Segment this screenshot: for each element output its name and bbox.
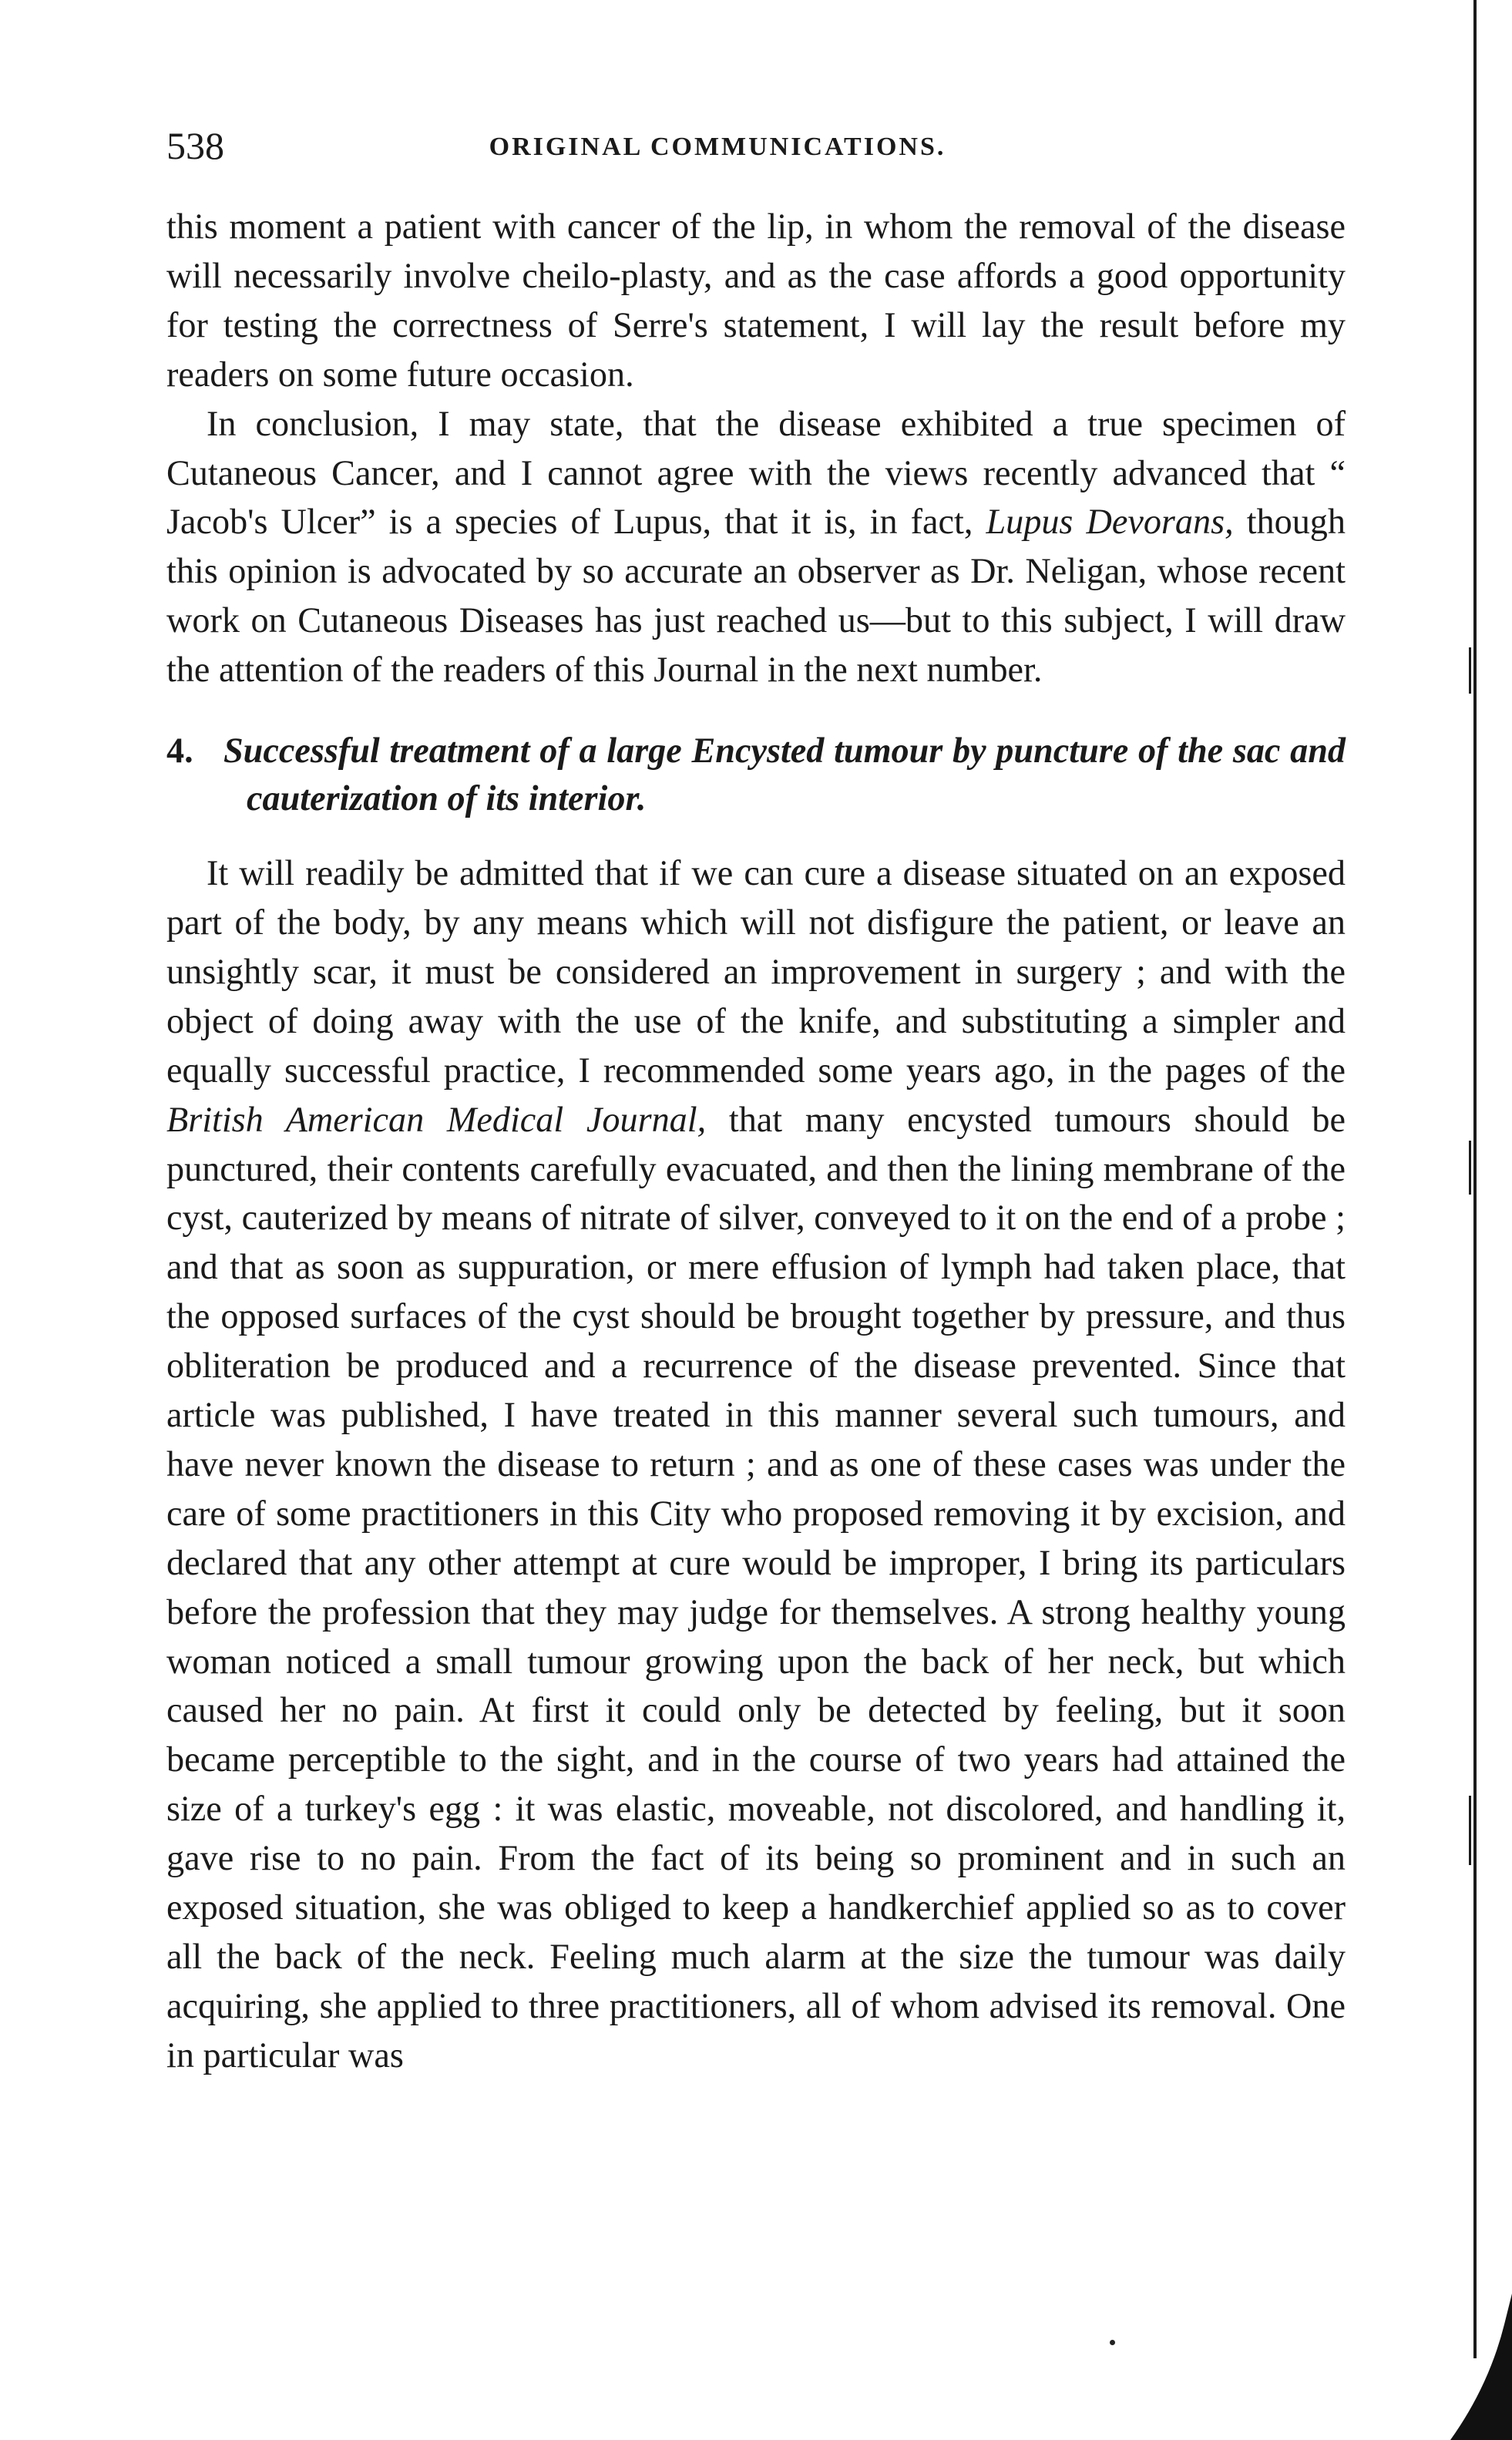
body-text: [166, 202, 1346, 2080]
section-title: Successful treatment of a large Encysted tumour by puncture of the sac and cauterization of its interior.: [223, 731, 1346, 818]
page-corner-shadow: [1443, 2294, 1512, 2440]
page-number: 538: [166, 124, 224, 167]
page-speck: [1110, 2340, 1115, 2345]
paragraph-text: In conclusion, I may state, that the disease exhibited a true specimen of Cutaneous Cancer, and I cannot agree with the views recently advanced that “ Jacob's Ulcer” is a species of Lupus, that it is, in fact,: [166, 403, 1346, 542]
paragraph-text: though this opinion is advocated by so accurate an observer as Dr. Neligan, whose recent work on Cutaneous Diseases has just reached us—but to this subject, I will draw the attention of the readers of this Journal in the next number.: [166, 502, 1346, 690]
page-header: [166, 123, 1346, 170]
margin-mark: [1469, 1796, 1471, 1865]
margin-mark: [1469, 647, 1471, 694]
paragraph-continuation: [166, 202, 1346, 399]
paragraph-case: [166, 849, 1346, 2080]
italic-term: Lupus Devorans,: [986, 502, 1234, 542]
paragraph-text: this moment a patient with cancer of the lip, in whom the removal of the disease will necessarily involve cheilo-plasty, and as the case affords a good opportunity for testing the correctness of Serre's statement, I will lay the result before my readers on some future occasion.: [166, 207, 1346, 394]
paragraph-text: It will readily be admitted that if we can cure a disease situated on an exposed part of the body, by any means which will not disfigure the patient, or leave an unsightly scar, it must be considered an improvement in surgery ; and with the object of doing away with the use of the knife, and substituting a simpler and equally successful practice, I recommended some years ago, in the pages of the: [166, 853, 1346, 1090]
italic-journal-title: British American Medical Journal,: [166, 1099, 707, 1139]
section-heading: [166, 727, 1346, 822]
binding-edge-line: [1473, 0, 1477, 2358]
paragraph-conclusion: [166, 399, 1346, 694]
section-number: 4.: [166, 731, 193, 771]
running-head: ORIGINAL COMMUNICATIONS.: [489, 133, 946, 161]
margin-mark: [1469, 1141, 1471, 1195]
paragraph-text: that many encysted tumours should be punctured, their contents carefully evacuated, and then the lining membrane of the cyst, cauterized by means of nitrate of silver, conveyed to it on the end of a probe ; and that as soon as suppuration, or mere effusion of lymph had taken place, that the opposed surfaces of the cyst should be brought together by pressure, and thus obliteration be produced and a recurrence of the disease prevented. Since that article was published, I have treated in this manner several such tumours, and have never known the disease to return ; and as one of these cases was under the care of some practitioners in this City who proposed removing it by excision, and declared that any other attempt at cure would be improper, I bring its particulars before the profession that they may judge for themselves. A strong healthy young woman noticed a small tumour growing upon the back of her neck, but which caused her no pain. At first it could only be detected by feeling, but it soon became perceptible to the sight, and in the course of two years had attained the size of a turkey's egg : it was elastic, moveable, not discolored, and handling it, gave rise to no pain. From the fact of its being so prominent and in such an exposed situation, she was obliged to keep a handkerchief applied so as to cover all the back of the neck. Feeling much alarm at the size the tumour was daily acquiring, she applied to three practitioners, all of whom advised its removal. One in particular was: [166, 1099, 1346, 2075]
